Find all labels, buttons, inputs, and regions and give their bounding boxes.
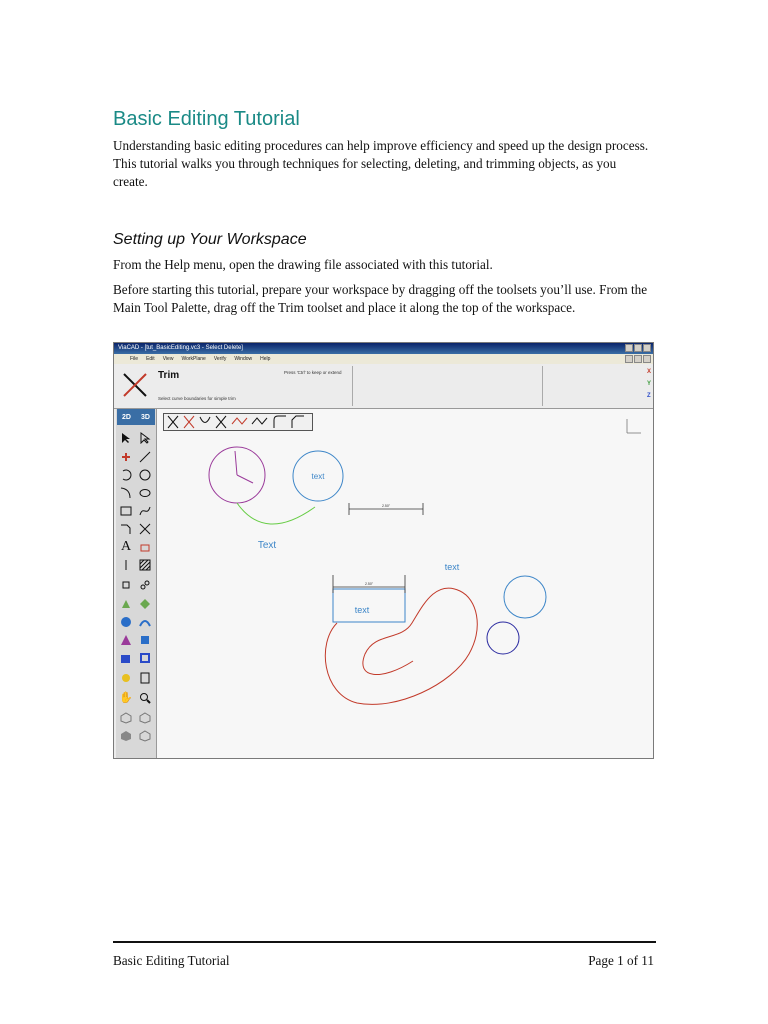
dimension-box[interactable] — [333, 575, 405, 593]
axis-x-label: X — [647, 369, 652, 375]
hatch-icon[interactable] — [136, 556, 154, 573]
trim-icon[interactable] — [136, 520, 154, 537]
box-icon[interactable] — [136, 631, 154, 648]
menu-view[interactable]: View — [162, 356, 174, 362]
document-controls — [625, 355, 651, 363]
trim-segment-icon[interactable] — [216, 416, 226, 428]
document-title: Basic Editing Tutorial — [113, 108, 300, 130]
trim-toolset — [163, 413, 313, 431]
help-menu-paragraph: From the Help menu, open the drawing file associated with this tutorial. — [113, 257, 493, 272]
purple-radius-line-2 — [237, 475, 253, 483]
prepare-workspace-paragraph: Before starting this tutorial, prepare your workspace by dragging off the toolsets you’ll use. From the Main Tool Palette, drag off the Trim toolset and place it along the top of the workspace. — [113, 282, 648, 315]
footer-rule — [113, 941, 656, 943]
text-tool-icon[interactable]: A — [120, 538, 132, 554]
navy-circle[interactable] — [487, 622, 519, 654]
dimension-small[interactable] — [349, 503, 423, 515]
cube-icon[interactable] — [117, 649, 135, 666]
fillet-icon[interactable] — [117, 484, 135, 501]
pan-hand-icon[interactable]: ✋ — [119, 692, 133, 704]
drawing-canvas — [157, 409, 653, 759]
trim-wave-icon[interactable] — [232, 418, 247, 424]
minimize-icon[interactable] — [625, 344, 633, 352]
tool-tip: Press 'Ctrl' to keep or extend — [284, 370, 342, 375]
doc-minimize-icon[interactable] — [625, 355, 633, 363]
cone-icon[interactable] — [117, 631, 135, 648]
rectangle-icon[interactable] — [117, 502, 135, 519]
chamfer-icon[interactable] — [117, 520, 135, 537]
fillet-corner-icon[interactable] — [274, 416, 286, 428]
zoom-icon[interactable] — [136, 689, 154, 706]
doc-restore-icon[interactable] — [634, 355, 642, 363]
circle-icon[interactable] — [136, 466, 154, 483]
purple-radius-line — [235, 451, 237, 475]
point-icon[interactable] — [117, 448, 135, 465]
window-controls — [625, 344, 651, 352]
shell-icon[interactable] — [136, 649, 154, 666]
light-icon[interactable] — [117, 669, 135, 686]
inspector-divider — [352, 366, 353, 406]
tab-2d[interactable]: 2D — [122, 413, 131, 421]
select-arrow-icon[interactable] — [117, 429, 135, 446]
tool-hint: Select curve boundaries for simple trim — [158, 396, 236, 401]
close-icon[interactable] — [643, 344, 651, 352]
menu-verify[interactable]: Verify — [213, 356, 227, 362]
line-icon[interactable] — [136, 448, 154, 465]
pattern-icon[interactable] — [136, 576, 154, 593]
chamfer-corner-icon[interactable] — [292, 416, 304, 428]
workplane-indicator-icon — [627, 419, 641, 433]
inspector-divider-right — [542, 366, 543, 406]
doc-close-icon[interactable] — [643, 355, 651, 363]
inspector-bar — [114, 364, 653, 409]
blend-icon[interactable] — [136, 613, 154, 630]
menu-help[interactable]: Help — [260, 356, 271, 362]
window-titlebar — [114, 343, 653, 354]
tab-3d[interactable]: 3D — [141, 413, 150, 421]
trim-tool-icon — [118, 368, 152, 402]
red-spline-curve[interactable] — [325, 588, 477, 704]
arc-icon[interactable] — [117, 466, 135, 483]
drawing-area[interactable] — [157, 409, 653, 759]
trim-basic-icon[interactable] — [168, 416, 178, 428]
sphere-icon[interactable] — [117, 613, 135, 630]
dim-box-label: 2.50" — [364, 582, 374, 586]
view-front-icon[interactable] — [136, 727, 154, 744]
trim-arc-icon[interactable] — [200, 417, 210, 423]
intro-paragraph: Understanding basic editing procedures can help improve efficiency and speed up the design process. This tutorial walks you through techniques for selecting, deleting, and trimming objects, as you create. — [113, 138, 649, 189]
menu-edit[interactable]: Edit — [146, 356, 155, 362]
arc-text-label[interactable]: Text — [257, 540, 277, 551]
calculator-icon[interactable] — [136, 669, 154, 686]
page-number: Page 1 of 11 — [588, 953, 654, 968]
window-title: ViaCAD - [tut_BasicEditing.vc3 - Select Delete] — [118, 345, 243, 351]
curve-text-label[interactable]: text — [444, 562, 460, 572]
blue-circle-right[interactable] — [504, 576, 546, 618]
select-arrow-outline-icon[interactable] — [136, 429, 154, 446]
circle-text-label[interactable]: text — [311, 472, 325, 481]
revolve-icon[interactable] — [136, 595, 154, 612]
dimension-icon[interactable] — [117, 556, 135, 573]
transform-icon[interactable] — [117, 576, 135, 593]
main-tool-palette — [116, 409, 157, 759]
palette-tabs — [117, 409, 155, 425]
ellipse-icon[interactable] — [136, 484, 154, 501]
menu-window[interactable]: Window — [234, 356, 253, 362]
trim-zigzag-icon[interactable] — [252, 418, 267, 424]
axis-y-label: Y — [647, 381, 652, 387]
menu-workplane[interactable]: WorkPlane — [181, 356, 206, 362]
spline-icon[interactable] — [136, 502, 154, 519]
maximize-icon[interactable] — [634, 344, 642, 352]
trim-toolset-icons — [164, 414, 312, 430]
render-icon[interactable] — [117, 727, 135, 744]
footer-title: Basic Editing Tutorial — [113, 953, 230, 968]
section-heading: Setting up Your Workspace — [113, 231, 307, 248]
view-iso-icon[interactable] — [117, 709, 135, 726]
view-top-icon[interactable] — [136, 709, 154, 726]
axis-z-label: Z — [647, 393, 651, 399]
dim-small-label: 2.50" — [381, 504, 391, 508]
trim-double-icon[interactable] — [184, 416, 194, 428]
viacad-screenshot — [113, 342, 654, 759]
box-text-label[interactable]: text — [354, 605, 370, 615]
menu-bar — [114, 354, 653, 364]
tool-name: Trim — [158, 370, 180, 381]
green-arc[interactable] — [237, 503, 315, 524]
note-icon[interactable] — [136, 538, 154, 555]
menu-file[interactable]: File — [130, 356, 139, 362]
extrude-icon[interactable] — [117, 595, 135, 612]
